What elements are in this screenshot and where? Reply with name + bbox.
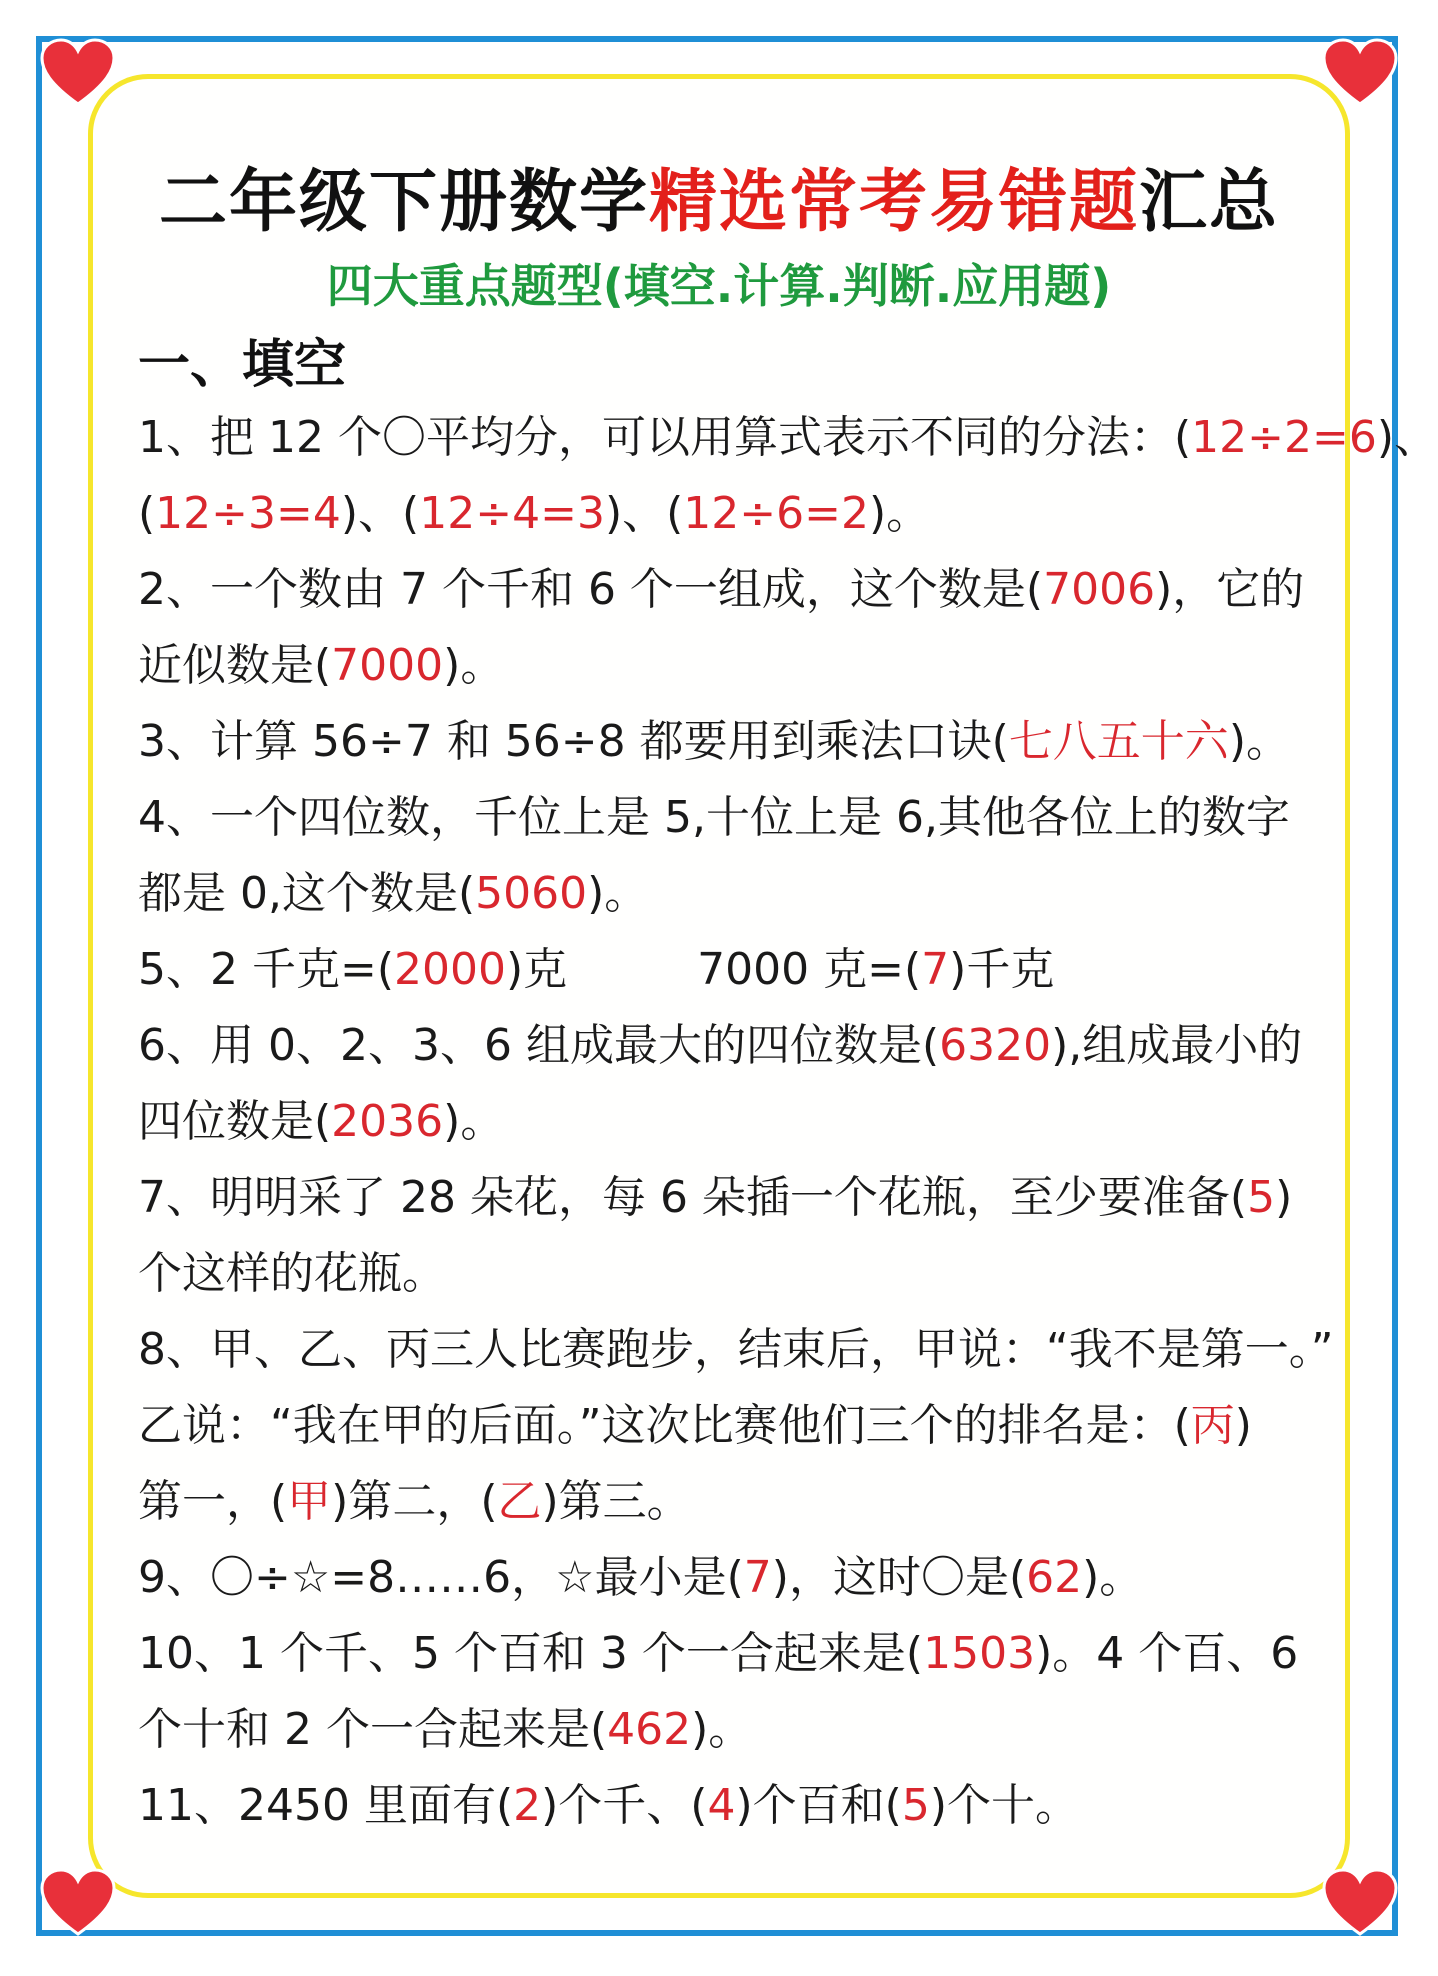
answer: 62 [1026,1552,1083,1603]
question-list [138,400,1438,1844]
question-8-line-1: 8、甲、乙、丙三人比赛跑步，结束后，甲说：“我不是第一。” [138,1324,1334,1375]
question-7-line-1: 7、明明采了 28 朵花，每 6 朵插一个花瓶，至少要准备(5) [138,1172,1293,1223]
question-11-line-1: 11、2450 里面有(2)个千、(4)个百和(5)个十。 [138,1780,1079,1831]
answer: 1503 [923,1628,1036,1679]
answer: 12÷2=6 [1191,412,1377,463]
answer: 2 [513,1780,542,1831]
answer: 5 [1247,1172,1276,1223]
answer: 5 [901,1780,930,1831]
heart-icon [40,1868,116,1938]
section-heading: 一、填空 [138,335,347,395]
question-10-line-2: 个十和 2 个一合起来是(462)。 [138,1704,753,1755]
question-2-line-1: 2、一个数由 7 个千和 6 个一组成，这个数是(7006)，它的 [138,564,1305,615]
page-subtitle: 四大重点题型(填空.计算.判断.应用题) [326,259,1112,313]
question-8-line-3: 第一，(甲)第二，(乙)第三。 [138,1476,691,1527]
heart-icon [1322,1868,1398,1938]
answer: 2000 [394,944,506,995]
question-9-line-1: 9、〇÷☆=8……6，☆最小是(7)，这时〇是(62)。 [138,1552,1144,1603]
answer: 甲 [287,1476,332,1527]
answer: 7006 [1043,564,1156,615]
question-6-line-2: 四位数是(2036)。 [138,1096,505,1147]
answer: 12÷4=3 [419,488,605,539]
question-10-line-1: 10、1 个千、5 个百和 3 个一合起来是(1503)。4 个百、6 [138,1628,1299,1679]
question-6-line-1: 6、用 0、2、3、6 组成最大的四位数是(6320),组成最小的 [138,1020,1303,1071]
answer: 462 [607,1704,692,1755]
question-2-line-2: 近似数是(7000)。 [138,640,505,691]
question-7-line-2: 个这样的花瓶。 [138,1248,446,1299]
answer: 7 [743,1552,772,1603]
question-1-line-2: (12÷3=4)、(12÷4=3)、(12÷6=2)。 [138,488,931,539]
question-4-line-2: 都是 0,这个数是(5060)。 [138,868,649,919]
question-8-line-2: 乙说：“我在甲的后面。”这次比赛他们三个的排名是：(丙) [138,1400,1252,1451]
answer: 12÷6=2 [683,488,870,539]
answer: 6320 [939,1020,1052,1071]
answer: 12÷3=4 [155,488,341,539]
question-4-line-1: 4、一个四位数，千位上是 5,十位上是 6,其他各位上的数字 [138,792,1290,843]
answer: 7 [921,944,950,995]
page-title: 二年级下册数学精选常考易错题汇总 [158,163,1280,242]
heart-icon [1322,38,1398,108]
answer: 5060 [475,868,588,919]
question-1-line-1: 1、把 12 个〇平均分，可以用算式表示不同的分法：(12÷2=6)、 [138,412,1438,463]
title-highlight: 精选常考易错题 [648,163,1139,242]
answer: 7000 [331,640,444,691]
question-5-line-1: 5、2 千克=(2000)克 7000 克=(7)千克 [138,944,1055,995]
answer: 乙 [497,1476,542,1527]
answer: 丙 [1190,1400,1235,1451]
heart-icon [40,38,116,108]
answer: 七八五十六 [1008,716,1229,767]
answer: 4 [707,1780,736,1831]
answer: 2036 [331,1096,444,1147]
question-3-line-1: 3、计算 56÷7 和 56÷8 都要用到乘法口诀(七八五十六)。 [138,716,1290,767]
